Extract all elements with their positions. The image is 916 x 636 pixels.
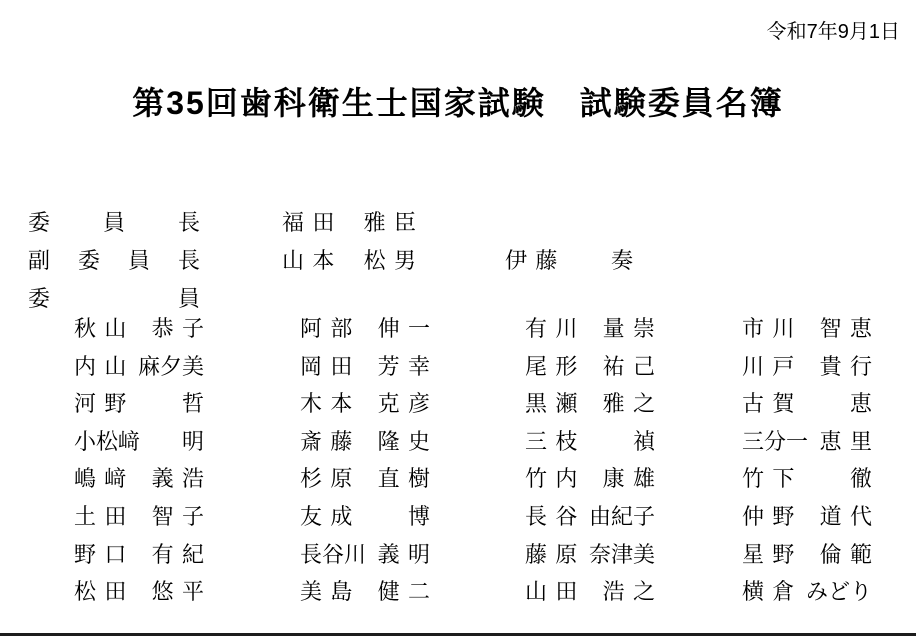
family-name: 杉原 (300, 466, 361, 492)
given-name: 有紀 (151, 541, 213, 567)
given-name: 倫範 (819, 541, 881, 567)
family-name: 星野 (742, 541, 803, 567)
given-name: 明 (181, 428, 204, 454)
document-date: 令和7年9月1日 (766, 21, 900, 43)
page-title: 第35回歯科衛生士国家試験 試験委員名簿 (132, 85, 784, 121)
person-name (525, 429, 655, 455)
given-name: 克彦 (377, 391, 439, 417)
given-name: 健二 (377, 579, 439, 605)
family-name: 嶋﨑 (74, 466, 135, 492)
given-name: 伸一 (377, 316, 439, 341)
person-name (282, 210, 425, 236)
member-row (0, 316, 916, 343)
role-char: 長 (177, 248, 200, 273)
given-name: 隆史 (377, 428, 439, 454)
person-name (742, 579, 872, 605)
person-name (525, 579, 664, 605)
family-name: 市川 (742, 316, 803, 341)
role-char: 員 (127, 248, 150, 273)
family-name: 三枝 (525, 428, 586, 454)
given-name: 道代 (819, 504, 881, 529)
person-name (300, 466, 439, 492)
role-label (28, 210, 200, 236)
family-name: 長谷川 (300, 541, 367, 567)
given-name: みどり (805, 579, 872, 605)
family-name: 竹下 (742, 466, 803, 492)
family-name: 土田 (74, 504, 135, 529)
person-name (300, 579, 439, 605)
given-name: 浩之 (602, 579, 664, 605)
given-name: 麻夕美 (137, 353, 204, 379)
given-name: 直樹 (377, 466, 439, 492)
given-name: 奏 (610, 248, 633, 273)
family-name: 尾形 (525, 353, 586, 379)
family-name: 岡田 (300, 353, 361, 379)
officer-row (0, 210, 916, 237)
family-name: 有川 (525, 316, 586, 341)
person-name (742, 541, 881, 568)
family-name: 阿部 (300, 316, 361, 341)
person-name (742, 466, 872, 492)
family-name: 美島 (300, 579, 361, 605)
person-name (74, 429, 204, 455)
family-name: 三分一 (742, 428, 809, 454)
role-label (28, 286, 200, 312)
given-name: 芳幸 (377, 353, 439, 379)
family-name: 古賀 (742, 391, 803, 417)
role-char: 委 (28, 286, 51, 311)
person-name (525, 504, 655, 530)
family-name: 松田 (74, 579, 135, 605)
given-name: 哲 (181, 391, 204, 417)
given-name: 康雄 (602, 466, 664, 492)
family-name: 横倉 (742, 579, 803, 605)
member-row (0, 466, 916, 493)
family-name: 木本 (300, 391, 361, 417)
role-char: 員 (177, 286, 200, 311)
person-name (742, 391, 872, 417)
family-name: 竹内 (525, 466, 586, 492)
family-name: 河野 (74, 391, 135, 417)
person-name (742, 428, 881, 455)
given-name: 雅臣 (363, 210, 425, 235)
family-name: 伊藤 (505, 248, 566, 273)
member-row (0, 354, 916, 381)
person-name (525, 391, 664, 417)
family-name: 仲野 (742, 504, 803, 529)
given-name: 義明 (377, 541, 439, 567)
given-name: 貴行 (819, 353, 881, 379)
person-name (525, 542, 655, 568)
given-name: 智子 (151, 504, 213, 529)
member-row (0, 542, 916, 569)
person-name (742, 504, 881, 530)
person-name (300, 316, 439, 342)
role-char: 員 (102, 210, 125, 235)
person-name (74, 504, 213, 530)
given-name: 恵 (849, 391, 872, 417)
family-name: 川戸 (742, 353, 803, 379)
family-name: 斎藤 (300, 428, 361, 454)
person-name (74, 316, 213, 342)
family-name: 福田 (282, 210, 343, 235)
family-name: 内山 (74, 353, 135, 379)
person-name (742, 316, 881, 342)
given-name: 量崇 (602, 316, 664, 341)
family-name: 長谷 (525, 504, 586, 529)
role-label (28, 248, 200, 274)
given-name: 恭子 (151, 316, 213, 341)
family-name: 山田 (525, 579, 586, 605)
person-name (300, 353, 439, 380)
family-name: 藤原 (525, 541, 586, 567)
role-char: 委 (28, 210, 51, 235)
family-name: 友成 (300, 504, 361, 529)
given-name: 義浩 (151, 466, 213, 492)
family-name: 秋山 (74, 316, 135, 341)
given-name: 祐己 (602, 353, 664, 379)
person-name (300, 541, 439, 568)
person-name (742, 353, 881, 380)
family-name: 野口 (74, 541, 135, 567)
given-name: 松男 (363, 248, 425, 273)
given-name: 悠平 (151, 579, 213, 605)
family-name: 山本 (282, 248, 343, 273)
officer-row (0, 286, 916, 313)
officer-row (0, 248, 916, 275)
person-name (525, 466, 664, 492)
person-name (74, 354, 204, 380)
person-name (525, 316, 664, 342)
person-name (300, 504, 430, 530)
person-name (74, 579, 213, 605)
role-char: 長 (177, 210, 200, 235)
person-name (74, 541, 213, 568)
person-name (300, 391, 439, 417)
person-name (525, 353, 664, 380)
given-name: 禎 (632, 428, 655, 454)
given-name: 由紀子 (588, 504, 655, 529)
role-char: 副 (28, 248, 51, 273)
person-name (74, 391, 204, 417)
given-name: 徹 (849, 466, 872, 492)
person-name (505, 248, 633, 274)
given-name: 智恵 (819, 316, 881, 341)
person-name (74, 466, 213, 492)
given-name: 恵里 (819, 428, 881, 454)
given-name: 奈津美 (588, 541, 655, 567)
role-char: 委 (77, 248, 100, 273)
member-row (0, 579, 916, 606)
member-row (0, 429, 916, 456)
family-name: 黒瀬 (525, 391, 586, 417)
family-name: 小松﨑 (74, 428, 141, 454)
member-row (0, 391, 916, 418)
person-name (282, 248, 425, 274)
person-name (300, 428, 439, 455)
given-name: 博 (407, 504, 430, 529)
member-row (0, 504, 916, 531)
given-name: 雅之 (602, 391, 664, 417)
